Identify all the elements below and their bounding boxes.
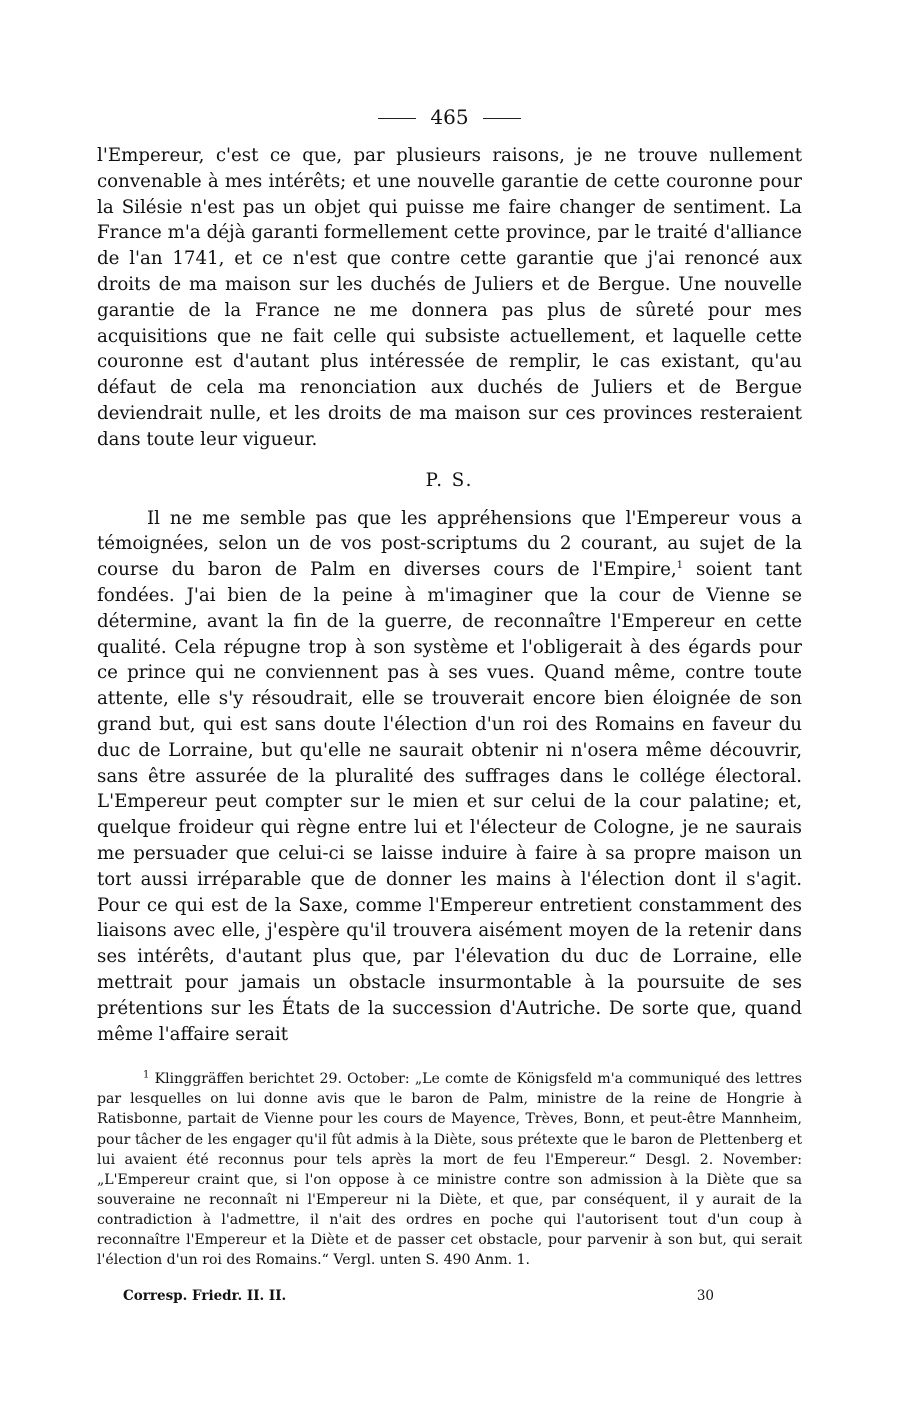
- header-dash-right: [483, 118, 521, 119]
- page-number: 465: [430, 105, 469, 129]
- footnote-marker: 1: [143, 1069, 150, 1081]
- footnote-reference: 1: [676, 560, 684, 572]
- page-footer: [97, 1284, 802, 1308]
- signature-mark: 30: [696, 1288, 714, 1305]
- footnote-text: Klinggräffen berichtet 29. October: „Le comte de Königsfeld m'a communiqué des lettres par lesquelles on lui donne avis que le baron de Palm, ministre de la reine de Hongrie à Ratisbonne, partait de Vienne pour les cours de Mayence, Trèves, Bonn, et peut-être Mannheim, pour tâcher de les engager qu'il fût admis à la Diète, sous prétexte que le baron de Plettenberg et lui avaient été reconnus pour tels après la mort de feu l'Empereur.“ Desgl. 2. November: „L'Empereur craint que, si l'on oppose à ce ministre contre son admission à la Diète que sa souveraine ne reconnaît ni l'Empereur ni la Diète, et que, par conséquent, il y aurait de la contradiction à l'admettre, il n'ait des ordres en poche qui l'autorisent tout d'un coup à reconnaître l'Empereur et la Diète et de passer cet obstacle, pour parvenir à son but, qui serait l'élection d'un roi des Romains.“ Vergl. unten S. 490 Anm. 1.: [97, 1071, 802, 1269]
- postscript-text-start: Il ne me semble pas que les appréhensions que l'Empereur vous a témoignées, selon un de vos post-scriptums du 2 courant, au sujet de la course du baron de Palm en diverses cours de l'Empire,: [97, 507, 802, 581]
- postscript-paragraph: [97, 506, 802, 1048]
- letter-paragraph: l'Empereur, c'est ce que, par plusieurs raisons, je ne trouve nullement convenable à mes intérêts; et une nouvelle garantie de cette couronne pour la Silésie n'est pas un objet qui puisse me faire changer de sentiment. La France m'a déjà garanti formellement cette province, par le traité d'alliance de l'an 1741, et ce n'est que contre cette garantie que j'ai renoncé aux droits de ma maison sur les duchés de Juliers et de Bergue. Une nouvelle garantie de la France ne me donnera pas plus de sûreté pour mes acquisitions que ne fait celle qui subsiste actuellement, et laquelle cette couronne est d'autant plus intéressée de remplir, le cas existant, qu'au défaut de cela ma renonciation aux duchés de Juliers et de Bergue deviendrait nulle, et les droits de ma maison sur ces provinces resteraient dans toute leur vigueur.: [97, 145, 802, 450]
- document-page: [97, 95, 802, 1308]
- source-reference: Corresp. Friedr. II. II.: [123, 1288, 287, 1305]
- footnote: [97, 1069, 802, 1270]
- postscript-heading: P. S.: [425, 469, 474, 491]
- page-header: [97, 95, 802, 139]
- postscript-text-end: soient tant fondées. J'ai bien de la peine à m'imaginer que la cour de Vienne se détermine, avant la fin de la guerre, de reconnaître l'Empereur en cette qualité. Cela répugne trop à son système et l'obligerait à des égards pour ce prince qui ne conviennent pas à ses vues. Quand même, contre toute attente, elle s'y résoudrait, elle se trouverait encore bien éloignée de son grand but, qui est sans doute l'élection d'un roi des Romains en faveur du duc de Lorraine, but qu'elle ne saurait obtenir ni n'osera même découvrir, sans être assurée de la pluralité des suffrages dans le collége électoral. L'Empereur peut compter sur le mien et sur celui de la cour palatine; et, quelque froideur qui règne entre lui et l'électeur de Cologne, je ne saurais me persuader que celui-ci se laisse induire à faire à sa propre maison un tort aussi irréparable que de donner les mains à l'élection dont il s'agit. Pour ce qui est de la Saxe, comme l'Empereur entretient constamment des liaisons avec elle, j'espère qu'il trouvera aisément moyen de la retenir dans ses intérêts, d'autant plus que, par l'élevation du duc de Lorraine, elle mettrait pour jamais un obstacle insurmontable à la poursuite de ses prétentions sur les États de la succession d'Autriche. De sorte que, quand même l'affaire serait: [97, 559, 802, 1045]
- header-dash-left: [378, 118, 416, 119]
